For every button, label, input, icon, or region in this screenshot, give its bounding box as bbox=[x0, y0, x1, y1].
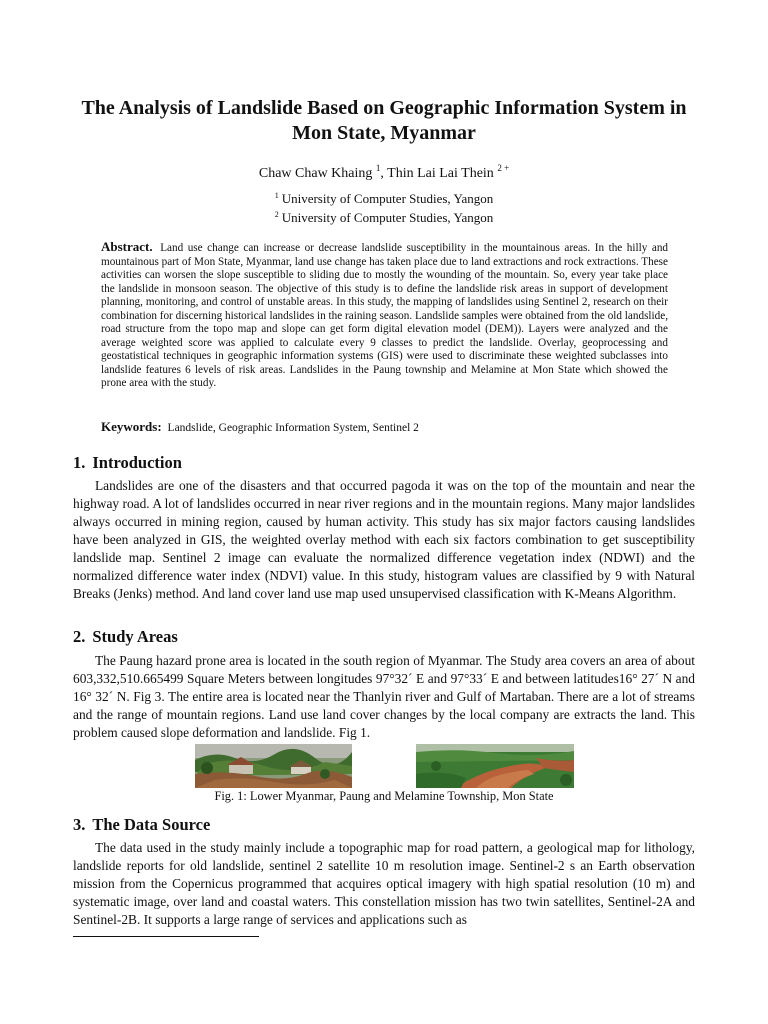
affiliation-text: University of Computer Studies, Yangon bbox=[281, 191, 494, 206]
section-title: The Data Source bbox=[92, 815, 211, 834]
author-name: Thin Lai Lai Thein bbox=[387, 166, 494, 181]
affiliation-mark: 1 bbox=[274, 191, 279, 200]
keywords-label: Keywords: bbox=[101, 419, 162, 434]
affiliation bbox=[60, 190, 708, 207]
section-heading-introduction bbox=[73, 453, 182, 473]
author-mark: 2 + bbox=[497, 163, 510, 173]
abstract-label: Abstract. bbox=[101, 239, 153, 254]
section-title: Introduction bbox=[92, 453, 182, 472]
keywords-text: Landslide, Geographic Information System, Sentinel 2 bbox=[167, 422, 419, 434]
landslide-village-photo bbox=[195, 744, 352, 788]
affiliation-text: University of Computer Studies, Yangon bbox=[281, 210, 494, 225]
footnote-divider bbox=[73, 936, 259, 937]
affiliation bbox=[60, 209, 708, 226]
introduction-paragraph: Landslides are one of the disasters and that occurred pagoda it was on the top of the mountain and near the highway road. A lot of landslides occurred in near river regions and in the mountain regions. Many major landslides always occurred in mining region, caused by human activity. This study has six major factors causing landslides have been analyzed in GIS, the weighted overlay method with each six factors combination to get susceptibility landslide map. Sentinel 2 image can evaluate the normalized difference vegetation index (NDWI) and the normalized difference water index (NDVI) value. In this study, histogram values are classified by 9 with Natural Breaks (Jenks) method. And land cover land use map used unsupervised classification with K-Means Algorithm. bbox=[73, 478, 695, 601]
figure-caption: Fig. 1: Lower Myanmar, Paung and Melamine Township, Mon State bbox=[214, 789, 554, 803]
section-heading-data-source bbox=[73, 815, 210, 835]
author-separator: , bbox=[380, 166, 388, 181]
abstract-text: Land use change can increase or decrease landslide susceptibility in the mountainous areas. In the hilly and mountainous part of Mon State, Myanmar, land use change has taken place due to land extractions and rock extractions. These activities can worsen the slope susceptible to sliding due to mostly the wounding of the mountain. So, every year take place the landslide in monsoon season. The objective of this study is to define the landslide risk areas in support of development planning, monitoring, and control of unstable areas. In this study, the mapping of landslides using Sentinel 2, research on their combination for discerning historical landslides in the raining season. Landslide samples were obtained from the old landslide, road structure from the topo map and slope can get form digital elevation model (DEM)). Layers were analyzed and the average weighted score was applied to calculate every 9 classes to predict the landslide. Overlay, geoprocessing and geostatistical techniques in geographic information systems (GIS) were used to discriminate these weighted subclasses into landslide features 6 levels of risk areas. Landslides in the Paung township and Melamine at Mon State which showed the prone area with the study. bbox=[101, 242, 669, 389]
data-source-paragraph: The data used in the study mainly include a topographic map for road pattern, a geological map for lithology, landslide reports for old landslide, sentinel 2 satellite 10 m resolution image. Sentinel-2 s an Earth observation mission from the Copernicus programmed that acquires optical imagery with high spatial resolution (10 m) and systematic image, over land and coastal waters. This constellation mission has two twin satellites, Sentinel-2A and Sentinel-2B. It supports a large range of services and applications such as bbox=[73, 840, 695, 927]
author-mark: 1 bbox=[375, 163, 381, 173]
section-title: Study Areas bbox=[92, 627, 178, 646]
paper-title: The Analysis of Landslide Based on Geographic Information System in Mon State, Myanmar bbox=[81, 97, 687, 144]
section-number: 3. bbox=[73, 815, 86, 834]
author-name: Chaw Chaw Khaing bbox=[258, 166, 373, 181]
section-number: 2. bbox=[73, 627, 86, 646]
author-line bbox=[60, 165, 708, 183]
landslide-aerial-photo bbox=[416, 744, 574, 788]
study-areas-paragraph: The Paung hazard prone area is located in the south region of Myanmar. The Study area covers an area of about 603,332,510.665499 Square Meters between longitudes 97°32´ E and 97°33´ E and between latitudes16° 27´ N and 16° 32´ N. Fig 3. The entire area is located near the Thanlyin river and Gulf of Martaban. There are a lot of streams and the range of mountain regions. Land use land cover changes by the local company are extracts the land. This problem caused slope deformation and landslide. Fig 1. bbox=[73, 653, 695, 740]
section-heading-study-areas bbox=[73, 627, 178, 647]
abstract bbox=[101, 240, 668, 391]
keywords bbox=[101, 419, 668, 436]
affiliation-mark: 2 bbox=[274, 210, 279, 219]
section-number: 1. bbox=[73, 453, 86, 472]
